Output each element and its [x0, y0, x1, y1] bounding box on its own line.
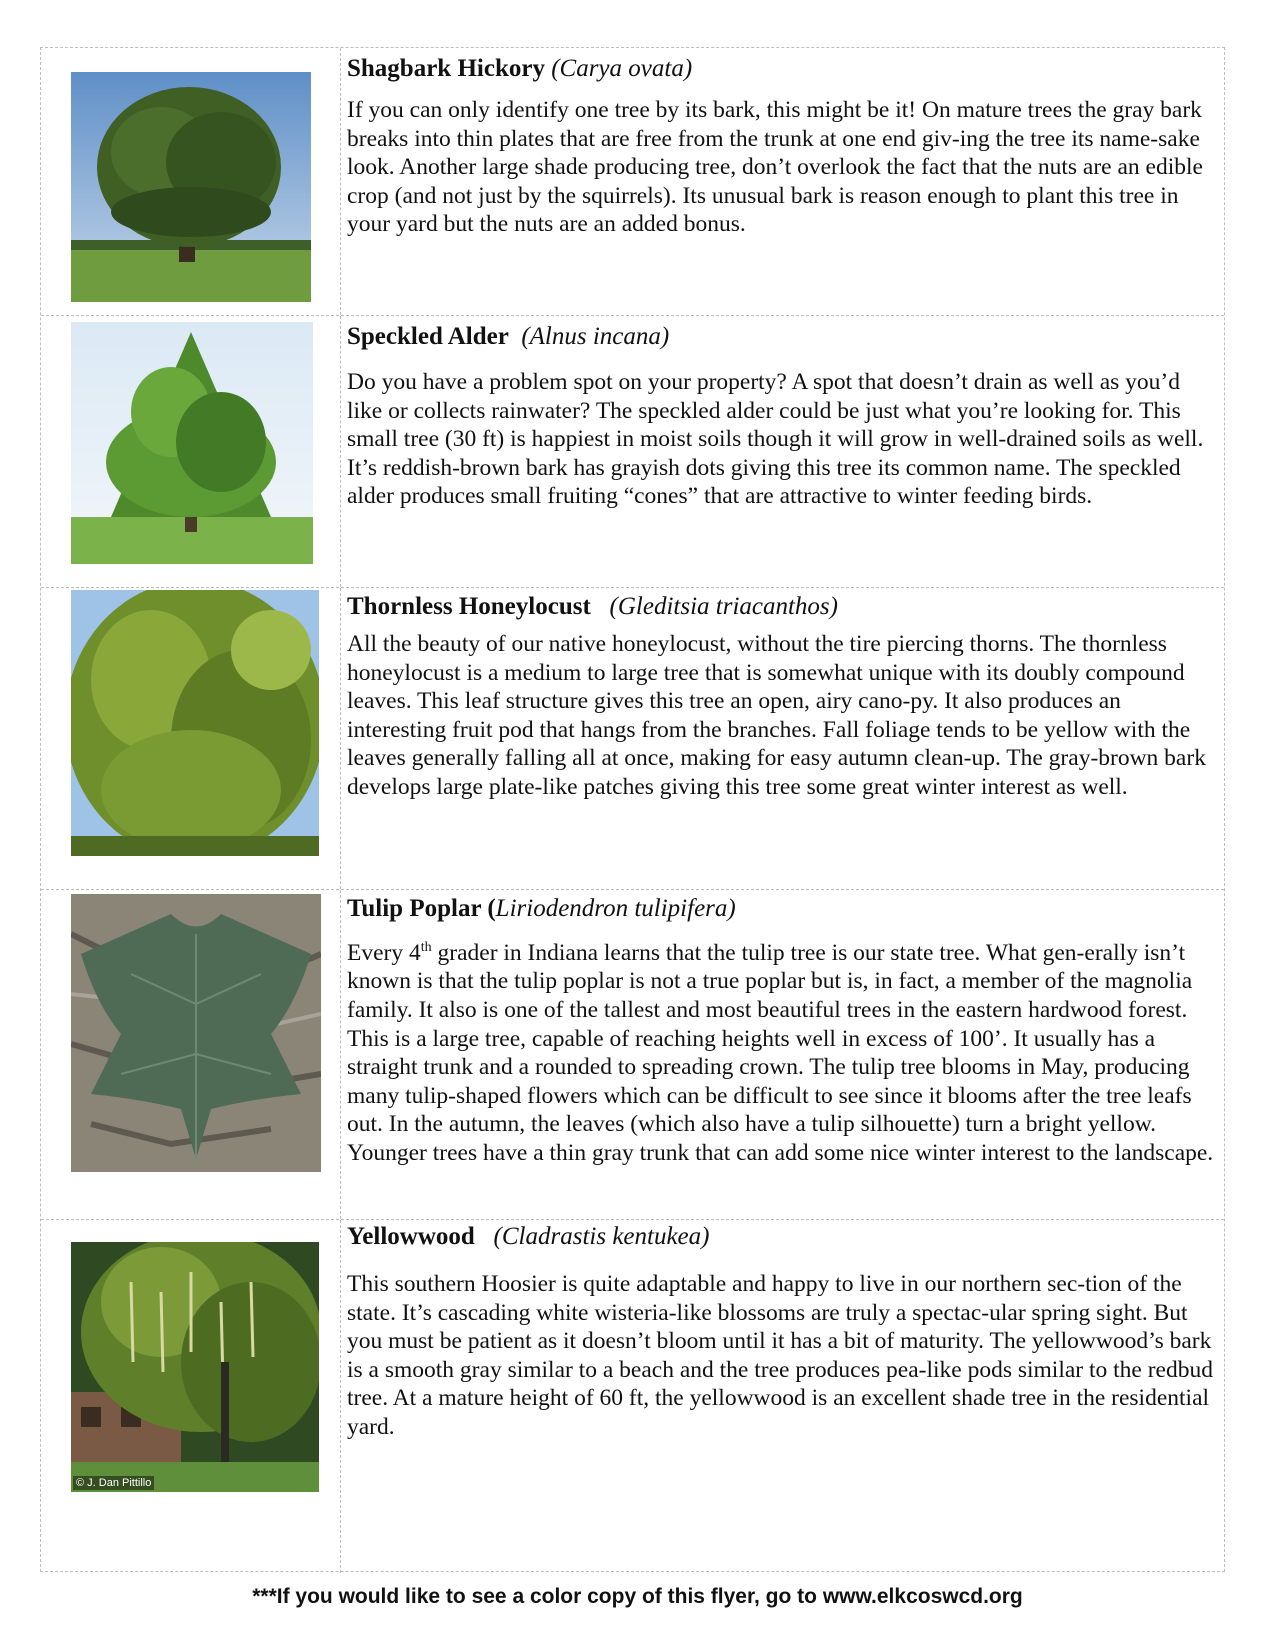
- description-superscript: th: [420, 940, 432, 955]
- tree-title: [347, 322, 1216, 352]
- photo-credit: © J. Dan Pittillo: [73, 1476, 154, 1490]
- description-start: Every 4: [347, 939, 421, 966]
- image-cell: [41, 48, 341, 315]
- thornless-honeylocust-photo: [71, 590, 319, 856]
- tree-description: [347, 934, 1216, 1168]
- speckled-alder-photo: [71, 322, 313, 564]
- latin-name: Liriodendron tulipifera): [495, 895, 736, 922]
- tree-row-thornless-honeylocust: [41, 588, 1224, 890]
- latin-name: (Cladrastis kentukea): [493, 1223, 710, 1250]
- footer-note: ***If you would like to see a color copy of this flyer, go to www.elkcoswcd.org: [252, 1585, 1023, 1608]
- text-cell: [347, 588, 1216, 802]
- shagbark-hickory-photo: [71, 72, 311, 302]
- common-name: Speckled Alder: [347, 323, 509, 350]
- tree-title: [347, 894, 1216, 924]
- tree-row-yellowwood: [41, 1220, 1224, 1573]
- latin-name: (Gleditsia triacanthos): [609, 593, 838, 620]
- tree-description: If you can only identify one tree by its bark, this might be it! On mature trees the gray bark breaks into thin plates that are free from the trunk at one end giv-ing the tree its name-sake look. Another large shade producing tree, don’t overlook the fact that the nuts are an edible crop (and not just by the squirrels). Its unusual bark is reason enough to plant this tree in your yard but the nuts are an added bonus.: [347, 97, 1203, 238]
- image-cell: [41, 588, 341, 889]
- tree-row-speckled-alder: [41, 316, 1224, 588]
- tree-description: This southern Hoosier is quite adaptable and happy to live in our northern sec-tion of the state. It’s cascading white wisteria-like blossoms are truly a spectac-ular spring sight. But you must be patient as it doesn’t bloom until it has a bit of maturity. The yellowwood’s bark is a smooth gray similar to a beach and the tree produces pea-like pods similar to the redbud tree. At a mature height of 60 ft, the yellowwood is an excellent shade tree in the residential yard.: [347, 1271, 1213, 1440]
- yellowwood-photo: [71, 1242, 319, 1492]
- tree-title: [347, 1222, 1216, 1252]
- tree-title: [347, 54, 1216, 84]
- common-name: Shagbark Hickory: [347, 55, 545, 82]
- description-rest: grader in Indiana learns that the tulip tree is our state tree. What gen-erally isn’t known is that the tulip poplar is not a true poplar but is, in fact, a member of the magnolia family. It also is one of the tallest and most beautiful trees in the eastern hardwood forest. This is a large tree, capable of reaching heights well in excess of 100’. It usually has a straight trunk and a rounded to spreading crown. The tulip tree blooms in May, producing many tulip-shaped flowers which can be difficult to see since it blooms after the tree leafs out. In the autumn, the leaves (which also have a tulip silhouette) turn a bright yellow. Younger trees have a thin gray trunk that can add some nice winter interest to the landscape.: [347, 939, 1214, 1166]
- tree-row-tulip-poplar: [41, 890, 1224, 1220]
- latin-name: (Carya ovata): [551, 55, 693, 82]
- image-cell: [41, 1220, 341, 1573]
- tree-description: All the beauty of our native honeylocust, without the tire piercing thorns. The thornless honeylocust is a medium to large tree that is somewhat unique with its doubly compound leaves. This leaf structure gives this tree an open, airy cano-py. It also produces an interesting fruit pod that hangs from the branches. Fall foliage tends to be yellow with the leaves generally falling all at once, making for easy autumn clean-up. The gray-brown bark develops large plate-like patches giving this tree some great winter interest as well.: [347, 631, 1206, 800]
- text-cell: [347, 316, 1216, 511]
- image-cell: [41, 890, 341, 1219]
- common-name: Yellowwood: [347, 1223, 475, 1250]
- text-cell: [347, 48, 1216, 239]
- tulip-poplar-leaf-photo: [71, 894, 321, 1172]
- text-cell: [347, 1220, 1216, 1442]
- tree-title: [347, 592, 1216, 622]
- tree-row-shagbark-hickory: [41, 48, 1224, 316]
- tree-flyer-table: [40, 47, 1225, 1572]
- common-name: Thornless Honeylocust: [347, 593, 591, 620]
- common-name: Tulip Poplar (: [347, 895, 496, 922]
- image-cell: [41, 316, 341, 587]
- text-cell: [347, 890, 1216, 1168]
- latin-name: (Alnus incana): [521, 323, 670, 350]
- tree-description: Do you have a problem spot on your property? A spot that doesn’t drain as well as you’d like or collects rainwater? The speckled alder could be just what you’re looking for. This small tree (30 ft) is happiest in moist soils though it will grow in well-drained soils as well. It’s reddish-brown bark has grayish dots giving this tree its common name. The speckled alder produces small fruiting “cones” that are attractive to winter feeding birds.: [347, 369, 1204, 510]
